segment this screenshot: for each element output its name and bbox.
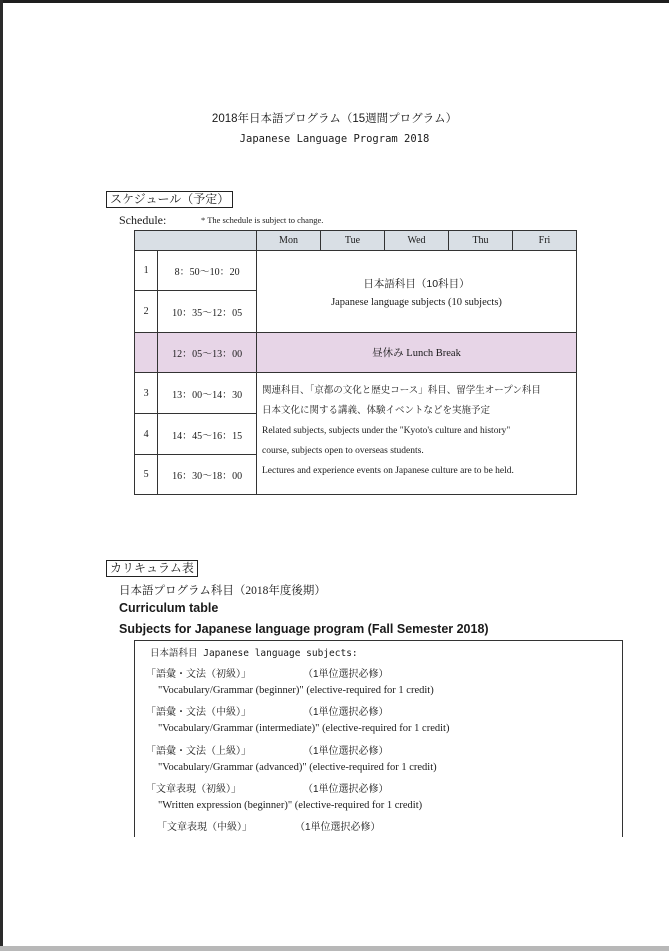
period-number: 4 [135,414,158,455]
afternoon-line-4: course, subjects open to overseas students. [262,446,424,456]
curriculum-subheading: Subjects for Japanese language program (Fall Semester 2018) [119,622,489,636]
curriculum-section-label: カリキュラム表 [106,560,198,577]
afternoon-line-1: 関連科目、「京都の文化と歴史コース」科目、留学生オープン科目 [262,386,541,396]
subjects-box-title: 日本語科目 Japanese language subjects: [150,648,358,659]
period-row-3 [135,373,577,414]
schedule-table [134,230,577,495]
period-time: 8：50～10：20 [158,251,257,291]
day-header-wed: Wed [385,231,449,251]
day-header-mon: Mon [257,231,321,251]
subject-en-description: "Written expression (beginner)" (elective-required for 1 credit) [158,800,423,811]
afternoon-subjects-cell [257,373,577,495]
japanese-subjects-cell [257,251,577,333]
subject-en-description: "Vocabulary/Grammar (intermediate)" (elective-required for 1 credit) [158,723,450,734]
scan-edge-bottom [0,946,669,951]
lunch-break-cell: 昼休み Lunch Break [257,333,577,373]
japanese-subjects-box [134,640,623,837]
schedule-label: Schedule: [119,213,167,227]
period-number: 3 [135,373,158,414]
period-time: 14：45～16：15 [158,414,257,455]
afternoon-line-3: Related subjects, subjects under the "Kyoto's culture and history" [262,426,511,436]
afternoon-line-5: Lectures and experience events on Japanese culture are to be held. [262,466,514,476]
period-row-1 [135,251,577,291]
header-empty-cell [135,231,257,251]
subject-jp-name: 「語彙・文法（上級）」 [146,746,251,757]
curriculum-subtitle-jp: 日本語プログラム科目（2018年度後期） [119,585,326,597]
period-time: 10：35～12：05 [158,291,257,333]
period-time: 16：30～18：00 [158,455,257,495]
lunch-row [135,333,577,373]
subject-jp-name: 「文章表現（中級）」 [157,822,252,833]
day-header-tue: Tue [321,231,385,251]
period-time: 12：05～13：00 [158,333,257,373]
document-title-en: Japanese Language Program 2018 [239,133,430,145]
schedule-section-label: スケジュール（予定） [106,191,233,208]
subject-jp-name: 「語彙・文法（中級）」 [146,707,251,718]
jp-subjects-title: 日本語科目（10科目） [363,277,470,290]
curriculum-heading: Curriculum table [119,601,219,615]
subject-en-description: "Vocabulary/Grammar (advanced)" (elective-required for 1 credit) [158,762,437,773]
period-time: 13：00～14：30 [158,373,257,414]
jp-subjects-subtitle: Japanese language subjects (10 subjects) [331,296,502,308]
period-number: 2 [135,291,158,333]
subject-jp-name: 「文章表現（初級）」 [146,784,241,795]
subject-jp-requirement: （1単位選択必修） [303,707,389,718]
period-number [135,333,158,373]
schedule-header-row [135,231,577,251]
document-title-jp: 2018年日本語プログラム（15週間プログラム） [211,113,458,125]
subject-jp-requirement: （1単位選択必修） [303,746,389,757]
day-header-fri: Fri [513,231,577,251]
subject-jp-name: 「語彙・文法（初級）」 [146,669,251,680]
scan-edge-top [0,0,669,3]
period-number: 1 [135,251,158,291]
subject-jp-requirement: （1単位選択必修） [303,784,389,795]
period-number: 5 [135,455,158,495]
subject-jp-requirement: （1単位選択必修） [303,669,389,680]
afternoon-line-2: 日本文化に関する講義、体験イベントなどを実施予定 [262,406,491,416]
day-header-thu: Thu [449,231,513,251]
subject-en-description: "Vocabulary/Grammar (beginner)" (elective-required for 1 credit) [158,685,434,696]
subject-jp-requirement: （1単位選択必修） [295,822,381,833]
schedule-note: * The schedule is subject to change. [201,215,324,225]
